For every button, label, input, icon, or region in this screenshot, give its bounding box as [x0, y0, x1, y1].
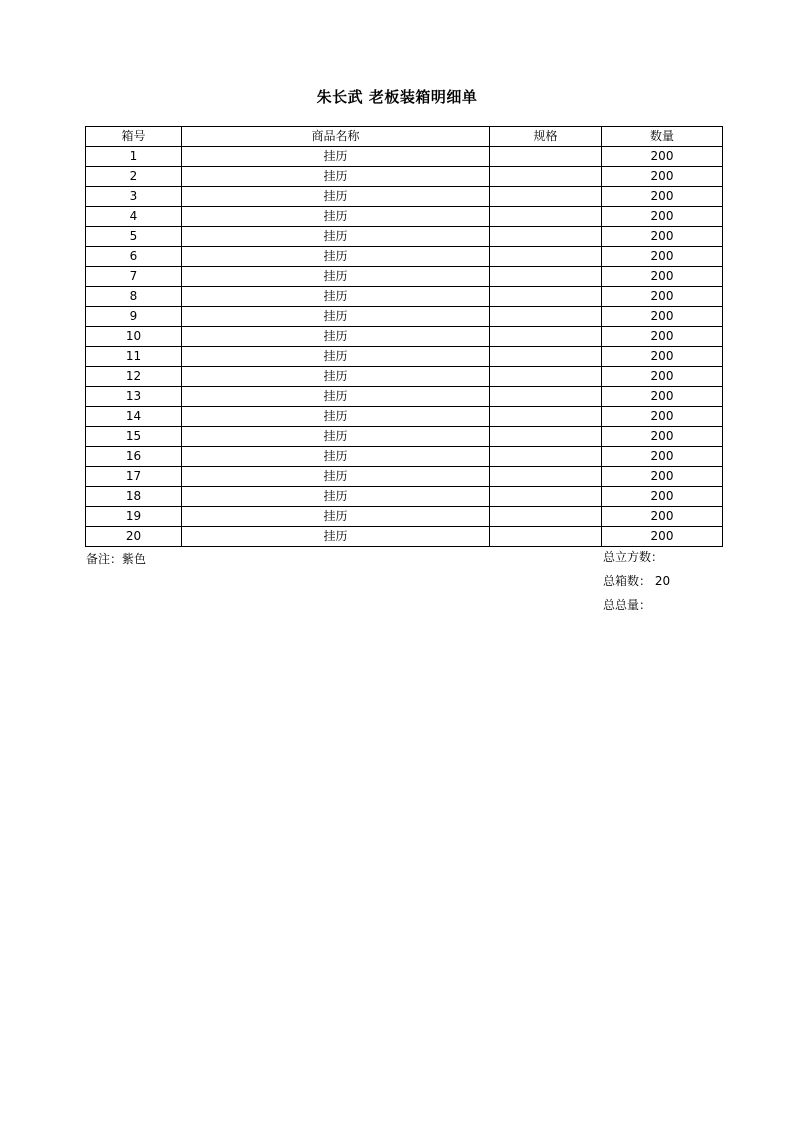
cell-spec: [490, 467, 602, 487]
table-row: [86, 287, 723, 307]
cell-quantity: 200: [602, 527, 723, 547]
cell-quantity: 200: [602, 147, 723, 167]
header-row: [86, 127, 723, 147]
cell-quantity: 200: [602, 447, 723, 467]
cell-product-name: 挂历: [182, 307, 490, 327]
cell-product-name: 挂历: [182, 447, 490, 467]
cell-spec: [490, 507, 602, 527]
cell-box-no: 9: [86, 307, 182, 327]
cell-box-no: 1: [86, 147, 182, 167]
cell-quantity: 200: [602, 227, 723, 247]
cell-box-no: 17: [86, 467, 182, 487]
table-row: [86, 327, 723, 347]
cell-box-no: 10: [86, 327, 182, 347]
cell-spec: [490, 167, 602, 187]
cell-spec: [490, 347, 602, 367]
cell-product-name: 挂历: [182, 147, 490, 167]
cell-product-name: 挂历: [182, 167, 490, 187]
table-row: [86, 247, 723, 267]
remarks: 备注：紫色: [86, 552, 147, 566]
table-row: [86, 147, 723, 167]
cell-box-no: 2: [86, 167, 182, 187]
cell-box-no: 4: [86, 207, 182, 227]
table-row: [86, 407, 723, 427]
header-box-no: 箱号: [86, 127, 182, 147]
header-quantity: 数量: [602, 127, 723, 147]
table-row: [86, 487, 723, 507]
cell-box-no: 14: [86, 407, 182, 427]
table-row: [86, 387, 723, 407]
cell-quantity: 200: [602, 207, 723, 227]
cell-quantity: 200: [602, 187, 723, 207]
cell-product-name: 挂历: [182, 527, 490, 547]
table-row: [86, 447, 723, 467]
table-header: [86, 127, 723, 147]
cell-quantity: 200: [602, 507, 723, 527]
cell-product-name: 挂历: [182, 367, 490, 387]
table-row: [86, 227, 723, 247]
cell-quantity: 200: [602, 327, 723, 347]
cell-spec: [490, 227, 602, 247]
cell-product-name: 挂历: [182, 287, 490, 307]
cell-spec: [490, 207, 602, 227]
cell-box-no: 18: [86, 487, 182, 507]
table-row: [86, 427, 723, 447]
cell-product-name: 挂历: [182, 387, 490, 407]
cell-spec: [490, 447, 602, 467]
total-weight: 总总量：: [603, 598, 652, 612]
cell-quantity: 200: [602, 307, 723, 327]
cell-box-no: 11: [86, 347, 182, 367]
table-row: [86, 347, 723, 367]
cell-product-name: 挂历: [182, 327, 490, 347]
summary-block: [603, 549, 670, 621]
cell-product-name: 挂历: [182, 187, 490, 207]
cell-product-name: 挂历: [182, 427, 490, 447]
cell-spec: [490, 147, 602, 167]
table-row: [86, 527, 723, 547]
cell-box-no: 6: [86, 247, 182, 267]
cell-spec: [490, 407, 602, 427]
cell-box-no: 7: [86, 267, 182, 287]
cell-box-no: 15: [86, 427, 182, 447]
cell-product-name: 挂历: [182, 507, 490, 527]
table-row: [86, 507, 723, 527]
cell-quantity: 200: [602, 347, 723, 367]
cell-product-name: 挂历: [182, 467, 490, 487]
packing-list-table: [85, 126, 723, 547]
cell-box-no: 3: [86, 187, 182, 207]
table-row: [86, 307, 723, 327]
cell-box-no: 19: [86, 507, 182, 527]
cell-spec: [490, 367, 602, 387]
cell-quantity: 200: [602, 287, 723, 307]
cell-quantity: 200: [602, 367, 723, 387]
cell-spec: [490, 267, 602, 287]
cell-spec: [490, 307, 602, 327]
header-product-name: 商品名称: [182, 127, 490, 147]
cell-quantity: 200: [602, 387, 723, 407]
cell-quantity: 200: [602, 407, 723, 427]
table-row: [86, 467, 723, 487]
page-title: 朱长武 老板装箱明细单: [316, 88, 478, 106]
cell-quantity: 200: [602, 267, 723, 287]
cell-quantity: 200: [602, 427, 723, 447]
cell-quantity: 200: [602, 467, 723, 487]
table-row: [86, 207, 723, 227]
cell-box-no: 20: [86, 527, 182, 547]
header-spec: 规格: [490, 127, 602, 147]
cell-product-name: 挂历: [182, 227, 490, 247]
table-row: [86, 267, 723, 287]
cell-box-no: 16: [86, 447, 182, 467]
cell-product-name: 挂历: [182, 267, 490, 287]
cell-spec: [490, 327, 602, 347]
table-row: [86, 167, 723, 187]
cell-spec: [490, 187, 602, 207]
table-row: [86, 367, 723, 387]
total-boxes: 总箱数： 20: [603, 574, 671, 588]
cell-spec: [490, 287, 602, 307]
total-volume: 总立方数：: [603, 550, 664, 564]
cell-quantity: 200: [602, 247, 723, 267]
cell-product-name: 挂历: [182, 407, 490, 427]
cell-spec: [490, 387, 602, 407]
cell-box-no: 5: [86, 227, 182, 247]
cell-spec: [490, 427, 602, 447]
cell-quantity: 200: [602, 167, 723, 187]
cell-box-no: 12: [86, 367, 182, 387]
cell-product-name: 挂历: [182, 347, 490, 367]
cell-spec: [490, 247, 602, 267]
cell-product-name: 挂历: [182, 487, 490, 507]
cell-box-no: 13: [86, 387, 182, 407]
table-body: [86, 147, 723, 547]
cell-box-no: 8: [86, 287, 182, 307]
cell-product-name: 挂历: [182, 207, 490, 227]
cell-product-name: 挂历: [182, 247, 490, 267]
cell-spec: [490, 487, 602, 507]
table-row: [86, 187, 723, 207]
cell-quantity: 200: [602, 487, 723, 507]
cell-spec: [490, 527, 602, 547]
